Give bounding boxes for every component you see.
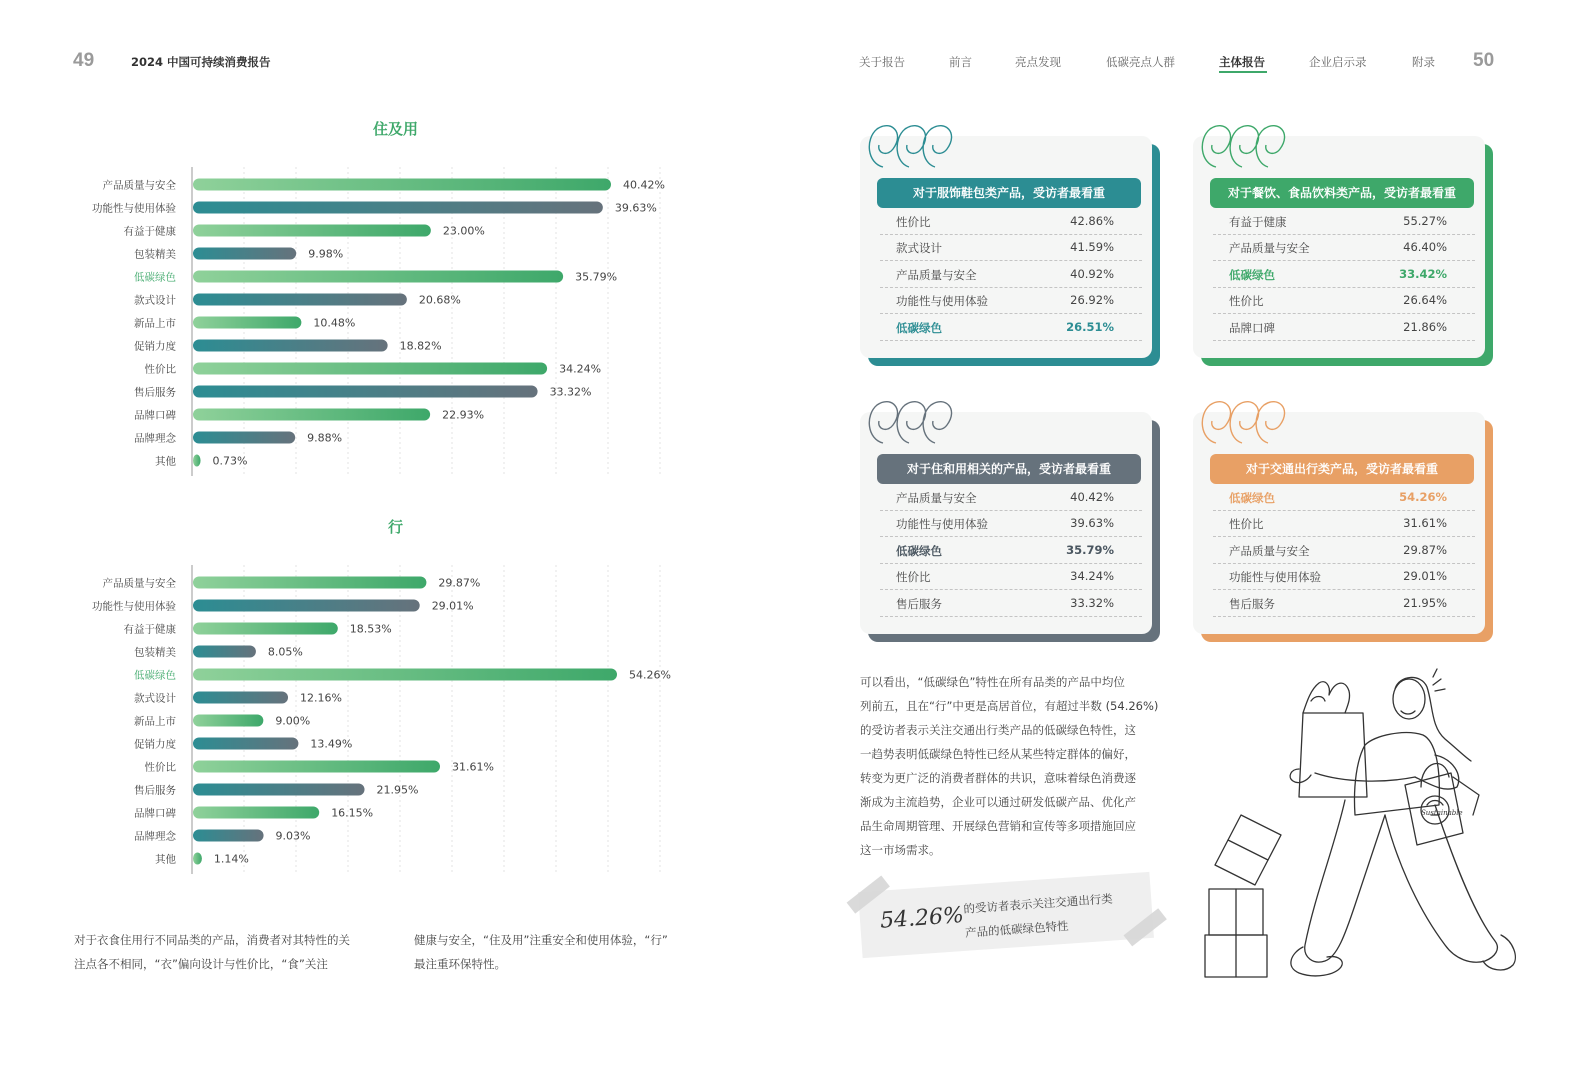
- card-row: [880, 314, 1142, 341]
- bar: [193, 340, 388, 352]
- card-row-name: 性价比: [1229, 294, 1264, 309]
- right-paragraph-line: 转变为更广泛的消费者群体的共识，意味着绿色消费逐: [860, 771, 1136, 785]
- card-header: 对于餐饮、食品饮料类产品，受访者最看重: [1210, 178, 1474, 208]
- bar: [193, 761, 440, 773]
- bar: [193, 248, 296, 260]
- card-header: 对于住和用相关的产品，受访者最看重: [877, 454, 1141, 484]
- card-row-value: 35.79%: [1066, 542, 1114, 557]
- card-row-value: 40.92%: [1070, 266, 1114, 281]
- value-label: 10.48%: [313, 316, 356, 330]
- nav-enterprise-insights[interactable]: 企业启示录: [1309, 55, 1367, 69]
- card-row-name: 品牌口碑: [1229, 320, 1275, 335]
- card-row: [880, 484, 1142, 511]
- tape: [1124, 908, 1167, 946]
- card-row: [880, 234, 1142, 261]
- category-label: 售后服务: [134, 784, 176, 797]
- card-row-value: 40.42%: [1070, 490, 1114, 504]
- right-paragraph-line: 的受访者表示关注交通出行类产品的低碳绿色特性，这: [860, 723, 1136, 737]
- category-label: 其他: [155, 455, 176, 468]
- value-label: 40.42%: [623, 178, 665, 192]
- value-label: 18.82%: [399, 339, 442, 353]
- value-label: 13.49%: [310, 737, 353, 751]
- right-paragraph-line: 这一市场需求。: [860, 843, 941, 857]
- card-row-value: 46.40%: [1403, 240, 1447, 255]
- card-row-name: 低碳绿色: [896, 543, 942, 558]
- bar: [193, 317, 301, 329]
- category-label: 产品质量与安全: [102, 577, 176, 590]
- category-label: 功能性与使用体验: [92, 202, 176, 215]
- category-label: 品牌口碑: [134, 807, 176, 820]
- card-row: [1213, 484, 1475, 511]
- card-row-name: 低碳绿色: [896, 320, 942, 335]
- bar: [193, 715, 263, 727]
- nav-appendix[interactable]: 附录: [1412, 55, 1435, 69]
- bar: [193, 577, 426, 589]
- value-label: 29.87%: [438, 576, 481, 590]
- category-label: 款式设计: [134, 692, 176, 705]
- card-row-name: 低碳绿色: [1229, 491, 1275, 505]
- card-row: [1213, 234, 1475, 261]
- loops-decoration: [1196, 119, 1296, 175]
- value-label: 33.32%: [549, 385, 592, 399]
- bar: [193, 455, 201, 467]
- right-paragraph-line: 列前五，且在“行”中更是高居首位，有超过半数 (54.26%): [860, 699, 1159, 713]
- card-row-value: 33.32%: [1070, 595, 1114, 610]
- card-row-value: 29.01%: [1403, 569, 1447, 584]
- card-row-name: 性价比: [1229, 517, 1264, 532]
- card-row-name: 性价比: [896, 570, 931, 585]
- bar: [193, 623, 338, 635]
- value-label: 35.79%: [575, 270, 618, 284]
- note-line: 产品的低碳绿色特性: [964, 918, 1069, 940]
- card-clothing: [860, 136, 1152, 364]
- left-paragraph-line: 健康与安全，“住及用”注重安全和使用体验，“行”: [414, 933, 668, 947]
- value-label: 21.95%: [376, 783, 419, 797]
- value-label: 12.16%: [300, 691, 342, 705]
- note-text: [963, 887, 1115, 945]
- value-label: 8.05%: [267, 645, 303, 659]
- left-paragraph-col1: [74, 928, 384, 976]
- card-transport: [1193, 412, 1485, 640]
- loops-decoration: [863, 395, 963, 451]
- value-label: 9.00%: [275, 714, 311, 728]
- highlight-note: [858, 872, 1154, 958]
- note-percentage: 54.26%: [879, 902, 965, 934]
- card-row-name: 售后服务: [896, 596, 942, 611]
- bar: [193, 669, 617, 681]
- card-food: [1193, 136, 1485, 364]
- value-label: 22.93%: [442, 408, 485, 422]
- bar: [193, 202, 603, 214]
- bar: [193, 271, 563, 283]
- right-paragraph-line: 品生命周期管理、开展绿色营销和宣传等多项措施回应: [860, 819, 1136, 833]
- category-label: 其他: [155, 853, 176, 866]
- value-label: 9.03%: [275, 829, 311, 843]
- value-label: 23.00%: [442, 224, 485, 238]
- card-row-name: 低碳绿色: [1229, 267, 1275, 282]
- card-row: [1213, 563, 1475, 590]
- right-paragraph-line: 一趋势表明低碳绿色特性已经从某些特定群体的偏好，: [860, 747, 1136, 761]
- tote-bag-logo: Sustainable: [1421, 809, 1463, 817]
- card-row-name: 功能性与使用体验: [896, 517, 988, 532]
- right-paragraph-line: 可以看出，“低碳绿色”特性在所有品类的产品中均位: [860, 675, 1125, 689]
- card-header: 对于服饰鞋包类产品，受访者最看重: [877, 178, 1141, 208]
- value-label: 20.68%: [418, 293, 461, 307]
- bar: [193, 807, 319, 819]
- value-label: 18.53%: [349, 622, 392, 636]
- category-label: 促销力度: [134, 738, 176, 751]
- card-row-name: 有益于健康: [1229, 215, 1287, 229]
- card-row-value: 39.63%: [1070, 516, 1114, 531]
- chart-title-travel: 行: [388, 518, 404, 536]
- report-title: 2024 中国可持续消费报告: [131, 55, 271, 69]
- bar: [193, 225, 431, 237]
- right-page-number: 50: [1473, 50, 1495, 71]
- shopper-illustration: [1195, 665, 1525, 985]
- category-label: 低碳绿色: [134, 271, 176, 284]
- card-housing: [860, 412, 1152, 640]
- right-paragraph-line: 渐成为主流趋势，企业可以通过研发低碳产品、优化产: [860, 795, 1136, 809]
- note-line: 的受访者表示关注交通出行类: [962, 891, 1114, 916]
- card-row-value: 55.27%: [1403, 214, 1447, 228]
- card-row: [880, 287, 1142, 314]
- card-row-value: 26.92%: [1070, 293, 1114, 308]
- card-row-name: 功能性与使用体验: [1229, 570, 1321, 585]
- card-row-name: 产品质量与安全: [896, 491, 977, 505]
- card-row-name: 款式设计: [896, 241, 942, 256]
- card-row-name: 产品质量与安全: [1229, 543, 1310, 558]
- nav-about-report[interactable]: 关于报告: [859, 55, 905, 69]
- bar: [193, 409, 430, 421]
- card-row-value: 21.86%: [1403, 319, 1447, 334]
- card-row-name: 功能性与使用体验: [896, 294, 988, 309]
- card-row: [1213, 510, 1475, 537]
- card-row-value: 26.64%: [1403, 293, 1447, 308]
- value-label: 0.73%: [212, 454, 248, 468]
- nav-main-report[interactable]: 主体报告: [1219, 55, 1265, 69]
- category-label: 品牌口碑: [134, 409, 176, 422]
- card-row: [1213, 287, 1475, 314]
- left-paragraph-line: 对于衣食住用行不同品类的产品，消费者对其特性的关: [74, 933, 350, 947]
- card-row-value: 33.42%: [1399, 266, 1447, 281]
- category-label: 促销力度: [134, 340, 176, 353]
- bar: [193, 784, 365, 796]
- bar: [193, 830, 264, 842]
- category-label: 性价比: [144, 363, 176, 376]
- right-paragraph: [860, 670, 1170, 862]
- card-row-value: 54.26%: [1399, 490, 1447, 504]
- card-row-value: 26.51%: [1066, 319, 1114, 334]
- value-label: 9.88%: [307, 431, 343, 445]
- left-paragraph-col2: [414, 928, 724, 976]
- value-label: 1.14%: [213, 852, 249, 866]
- chart-title-housing: 住及用: [373, 120, 419, 138]
- category-label: 包装精美: [134, 646, 176, 659]
- bar: [193, 738, 298, 750]
- card-row-value: 29.87%: [1403, 542, 1447, 557]
- card-row: [880, 563, 1142, 590]
- value-label: 9.98%: [308, 247, 344, 261]
- card-row-value: 41.59%: [1070, 240, 1114, 255]
- card-row-value: 21.95%: [1403, 595, 1447, 610]
- category-label: 功能性与使用体验: [92, 600, 176, 613]
- card-row-name: 售后服务: [1229, 596, 1275, 611]
- category-label: 款式设计: [134, 294, 176, 307]
- value-label: 34.24%: [559, 362, 602, 376]
- bar: [193, 600, 420, 612]
- card-row-name: 产品质量与安全: [1229, 241, 1310, 256]
- card-row: [880, 208, 1142, 235]
- bar: [193, 294, 407, 306]
- category-label: 有益于健康: [123, 623, 176, 636]
- card-row-name: 产品质量与安全: [896, 267, 977, 282]
- category-label: 有益于健康: [123, 225, 176, 238]
- value-label: 39.63%: [614, 201, 657, 215]
- bar: [193, 432, 295, 444]
- bar: [193, 386, 538, 398]
- bar: [193, 646, 256, 658]
- bar: [193, 853, 202, 865]
- card-row: [1213, 590, 1475, 617]
- loops-decoration: [863, 119, 963, 175]
- card-row: [880, 261, 1142, 288]
- chart-travel: [60, 563, 700, 883]
- card-row: [880, 510, 1142, 537]
- category-label: 品牌理念: [134, 432, 176, 445]
- card-row: [880, 590, 1142, 617]
- category-label: 品牌理念: [134, 830, 176, 843]
- left-paragraph-line: 注点各不相同，“衣”偏向设计与性价比，“食”关注: [74, 957, 328, 971]
- category-label: 新品上市: [134, 317, 176, 330]
- category-label: 产品质量与安全: [102, 179, 176, 192]
- value-label: 29.01%: [431, 599, 474, 613]
- value-label: 54.26%: [629, 668, 671, 682]
- nav-active-underline: [1219, 71, 1267, 73]
- card-header: 对于交通出行类产品，受访者最看重: [1210, 454, 1474, 484]
- bar: [193, 179, 611, 191]
- card-row-name: 性价比: [896, 215, 931, 229]
- card-row: [1213, 261, 1475, 288]
- value-label: 16.15%: [331, 806, 374, 820]
- card-row: [1213, 208, 1475, 235]
- boxes-icon: [1205, 815, 1281, 977]
- card-row: [1213, 537, 1475, 564]
- loops-decoration: [1196, 395, 1296, 451]
- card-row-value: 42.86%: [1070, 214, 1114, 228]
- left-page-number: 49: [73, 50, 95, 71]
- card-row: [880, 537, 1142, 564]
- category-label: 性价比: [144, 761, 176, 774]
- left-paragraph-line: 最注重环保特性。: [414, 957, 506, 971]
- category-label: 低碳绿色: [134, 669, 176, 682]
- nav-low-carbon-groups[interactable]: 低碳亮点人群: [1106, 55, 1175, 69]
- bar: [193, 692, 288, 704]
- card-row-value: 31.61%: [1403, 516, 1447, 531]
- nav-highlights[interactable]: 亮点发现: [1015, 55, 1061, 69]
- card-row-value: 34.24%: [1070, 569, 1114, 584]
- value-label: 31.61%: [452, 760, 494, 774]
- nav-preface[interactable]: 前言: [949, 55, 972, 69]
- category-label: 新品上市: [134, 715, 176, 728]
- category-label: 售后服务: [134, 386, 176, 399]
- card-row: [1213, 314, 1475, 341]
- bar: [193, 363, 547, 375]
- chart-housing: [60, 165, 700, 485]
- category-label: 包装精美: [134, 248, 176, 261]
